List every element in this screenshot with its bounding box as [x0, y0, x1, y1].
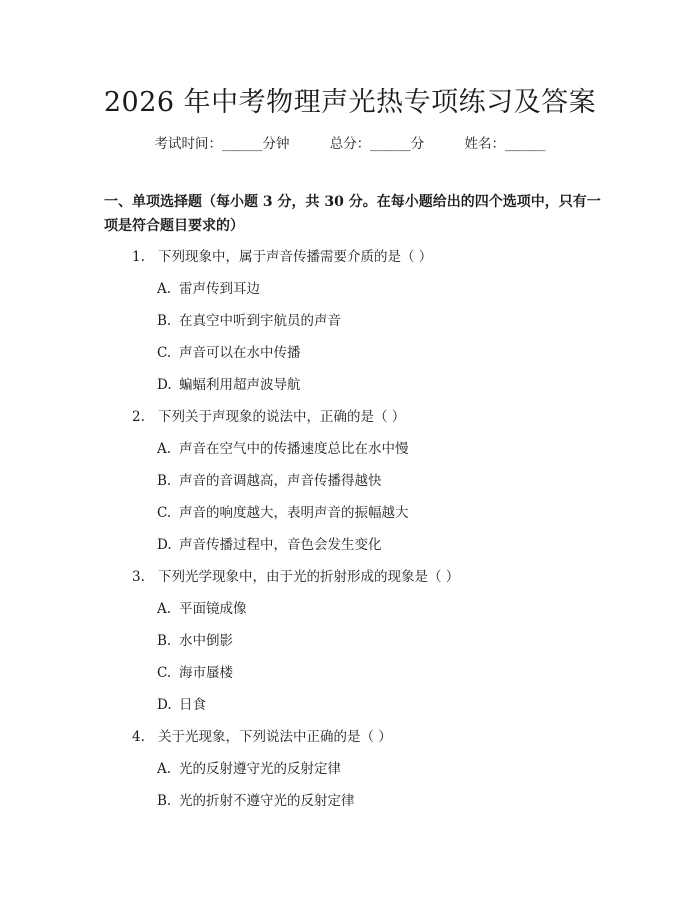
question-3	[132, 565, 459, 585]
question-2	[132, 405, 405, 425]
option-letter: C.	[157, 345, 172, 361]
option-text: 在真空中听到宇航员的声音	[179, 313, 341, 329]
question-3-option-b	[157, 629, 233, 649]
option-letter: D.	[157, 537, 172, 553]
question-1-option-c	[157, 341, 301, 361]
total-score-field: 总分：______分	[329, 136, 425, 152]
question-2-option-b	[157, 469, 382, 489]
option-text: 声音的响度越大，表明声音的振幅越大	[179, 505, 409, 521]
question-3-option-a	[157, 597, 247, 617]
exam-time-field: 考试时间：______分钟	[154, 136, 290, 152]
question-1-option-d	[157, 373, 301, 393]
option-text: 平面镜成像	[179, 601, 247, 617]
option-letter: D.	[157, 697, 172, 713]
question-number: 3.	[132, 569, 145, 585]
question-2-option-d	[157, 533, 382, 553]
option-letter: B.	[157, 793, 172, 809]
question-2-option-c	[157, 501, 409, 521]
option-letter: C.	[157, 665, 172, 681]
option-letter: A.	[157, 601, 172, 617]
question-text: 关于光现象，下列说法中正确的是（ ）	[158, 729, 392, 745]
question-1-option-b	[157, 309, 341, 329]
question-4	[132, 725, 392, 745]
option-letter: C.	[157, 505, 172, 521]
question-number: 1.	[132, 249, 145, 265]
exam-info-line	[0, 132, 700, 152]
option-text: 海市蜃楼	[179, 665, 233, 681]
option-text: 雷声传到耳边	[179, 281, 260, 297]
option-text: 日食	[179, 697, 206, 713]
option-text: 水中倒影	[179, 633, 233, 649]
question-text: 下列关于声现象的说法中，正确的是（ ）	[158, 409, 406, 425]
option-text: 光的反射遵守光的反射定律	[179, 761, 341, 777]
option-text: 声音传播过程中，音色会发生变化	[179, 537, 382, 553]
option-text: 声音在空气中的传播速度总比在水中慢	[179, 441, 409, 457]
option-letter: A.	[157, 441, 172, 457]
question-1-option-a	[157, 277, 260, 297]
option-letter: A.	[157, 281, 172, 297]
option-letter: B.	[157, 313, 172, 329]
student-name-field: 姓名：______	[464, 136, 546, 152]
question-text: 下列光学现象中，由于光的折射形成的现象是（ ）	[158, 569, 460, 585]
question-3-option-c	[157, 661, 233, 681]
question-4-option-b	[157, 789, 355, 809]
question-4-option-a	[157, 757, 341, 777]
question-2-option-a	[157, 437, 409, 457]
option-text: 光的折射不遵守光的反射定律	[179, 793, 355, 809]
option-letter: B.	[157, 473, 172, 489]
option-letter: A.	[157, 761, 172, 777]
question-3-option-d	[157, 693, 206, 713]
option-letter: B.	[157, 633, 172, 649]
option-letter: D.	[157, 377, 172, 393]
question-text: 下列现象中，属于声音传播需要介质的是（ ）	[158, 249, 433, 265]
section-heading: 一、单项选择题（每小题 3 分，共 30 分。在每小题给出的四个选项中，只有一项是符合题目要求的）	[104, 194, 601, 234]
option-text: 声音可以在水中传播	[179, 345, 301, 361]
document-title: 2026 年中考物理声光热专项练习及答案	[103, 87, 597, 118]
question-1	[132, 245, 432, 265]
question-number: 2.	[132, 409, 145, 425]
option-text: 蝙蝠利用超声波导航	[179, 377, 301, 393]
question-number: 4.	[132, 729, 145, 745]
option-text: 声音的音调越高，声音传播得越快	[179, 473, 382, 489]
